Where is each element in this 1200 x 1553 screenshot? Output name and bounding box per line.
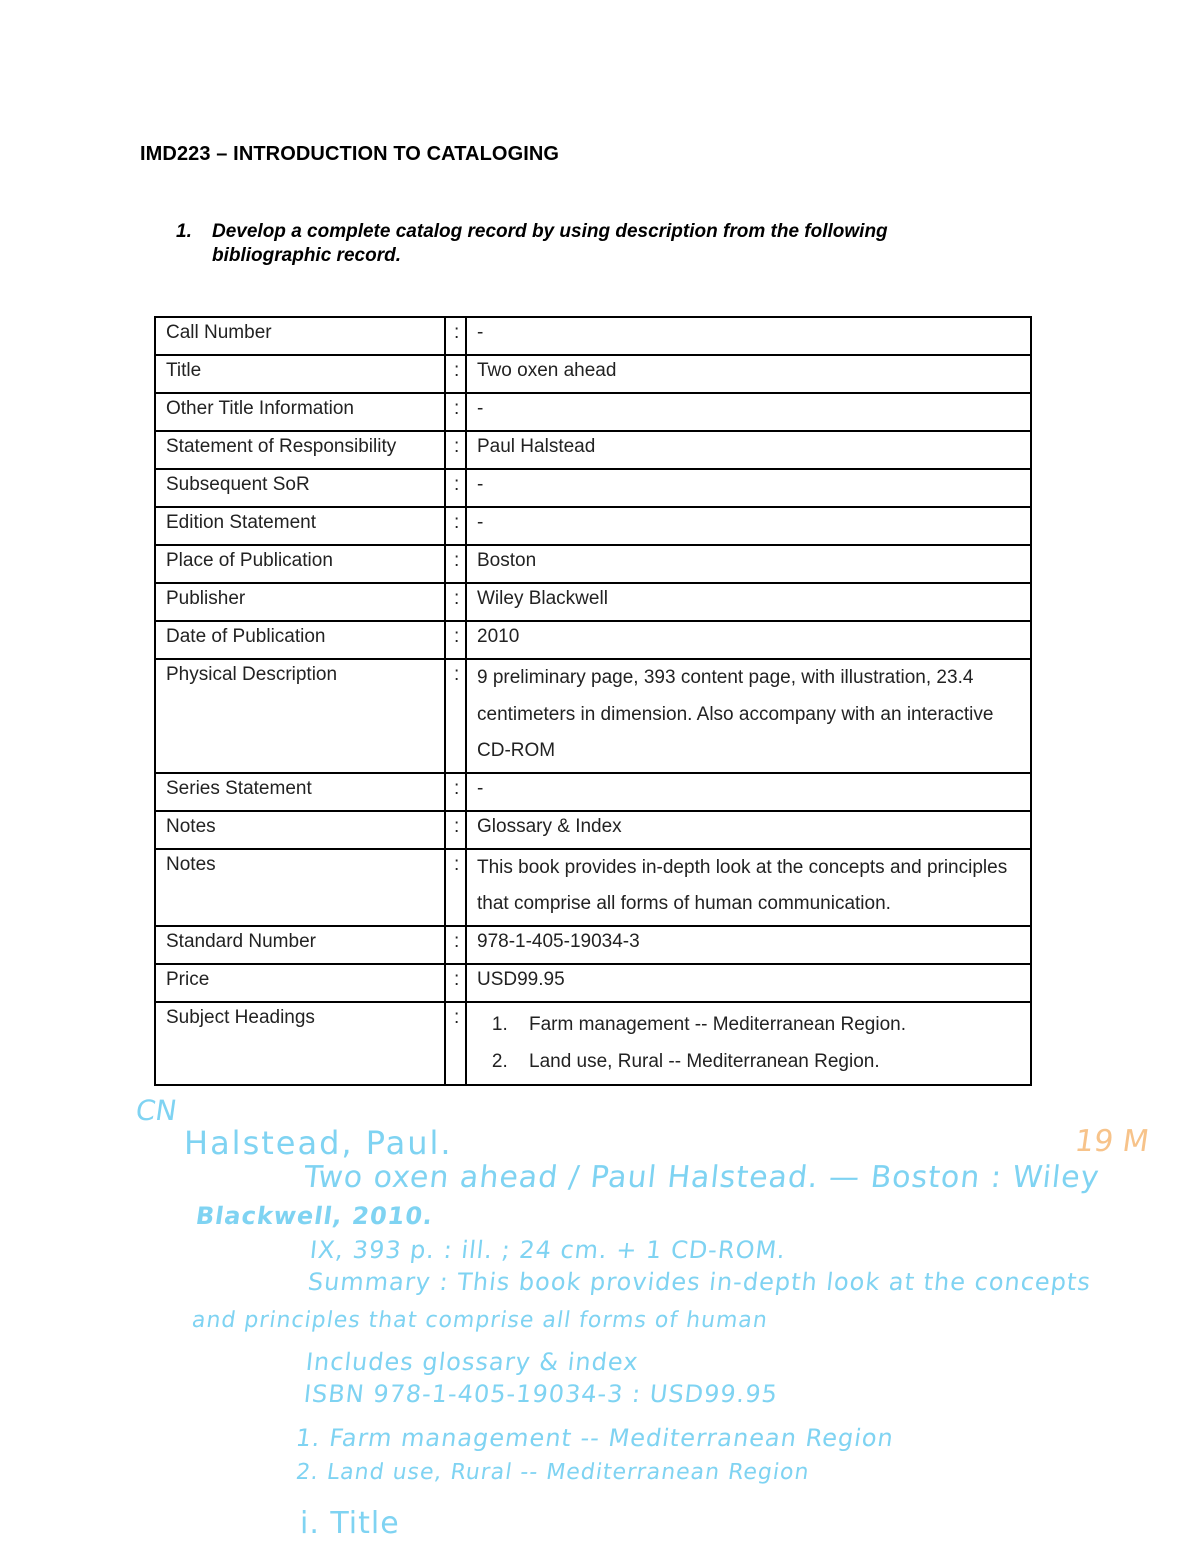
handwritten-line: Includes glossary & index <box>304 1348 640 1376</box>
field-label: Subject Headings <box>155 1002 445 1085</box>
table-row <box>155 545 1031 583</box>
handwritten-line: Blackwell, 2010. <box>194 1202 436 1230</box>
field-separator: : <box>445 583 466 621</box>
field-label: Call Number <box>155 317 445 355</box>
field-label: Physical Description <box>155 659 445 773</box>
field-separator: : <box>445 317 466 355</box>
field-value: - <box>466 773 1031 811</box>
handwritten-cn-note: CN <box>133 1094 179 1127</box>
field-label: Subsequent SoR <box>155 469 445 507</box>
table-row <box>155 355 1031 393</box>
handwritten-marks-note: 19 M <box>1072 1124 1152 1159</box>
field-label: Price <box>155 964 445 1002</box>
field-value: This book provides in-depth look at the concepts and principles that comprise all forms of human communication. <box>466 849 1031 926</box>
subject-heading-item: 2. Land use, Rural -- Mediterranean Region. <box>513 1043 1020 1080</box>
field-label: Other Title Information <box>155 393 445 431</box>
field-separator: : <box>445 811 466 849</box>
handwritten-line: Summary : This book provides in-depth look at the concepts <box>306 1268 1093 1296</box>
handwritten-line: ISBN 978-1-405-19034-3 : USD99.95 <box>302 1380 780 1408</box>
field-label: Standard Number <box>155 926 445 964</box>
field-separator: : <box>445 545 466 583</box>
handwritten-line: Two oxen ahead / Paul Halstead. — Boston : Wiley <box>302 1160 1102 1195</box>
field-value: - <box>466 317 1031 355</box>
field-value: Glossary & Index <box>466 811 1031 849</box>
field-value: - <box>466 469 1031 507</box>
field-value: 978-1-405-19034-3 <box>466 926 1031 964</box>
field-value: Two oxen ahead <box>466 355 1031 393</box>
field-label: Date of Publication <box>155 621 445 659</box>
table-row <box>155 926 1031 964</box>
field-value: Boston <box>466 545 1031 583</box>
field-separator: : <box>445 469 466 507</box>
field-label: Statement of Responsibility <box>155 431 445 469</box>
field-separator: : <box>445 621 466 659</box>
table-row <box>155 431 1031 469</box>
field-label: Place of Publication <box>155 545 445 583</box>
field-label: Notes <box>155 849 445 926</box>
field-label: Publisher <box>155 583 445 621</box>
table-row <box>155 507 1031 545</box>
field-value: 9 preliminary page, 393 content page, with illustration, 23.4 centimeters in dimension. Also accompany with an interactive CD-ROM <box>466 659 1031 773</box>
table-row <box>155 811 1031 849</box>
handwritten-line: Halstead, Paul. <box>184 1124 453 1162</box>
subject-headings-list <box>477 1006 1020 1080</box>
instruction <box>176 220 1006 268</box>
handwritten-line: 1. Farm management -- Mediterranean Region <box>294 1424 896 1452</box>
field-separator: : <box>445 507 466 545</box>
field-separator: : <box>445 355 466 393</box>
field-separator: : <box>445 773 466 811</box>
table-row <box>155 964 1031 1002</box>
table-row <box>155 317 1031 355</box>
field-value: Paul Halstead <box>466 431 1031 469</box>
field-label: Series Statement <box>155 773 445 811</box>
field-separator: : <box>445 431 466 469</box>
field-value: 2010 <box>466 621 1031 659</box>
field-separator: : <box>445 964 466 1002</box>
bibliographic-record-table <box>154 316 1032 1086</box>
field-separator: : <box>445 926 466 964</box>
table-row <box>155 849 1031 926</box>
field-label: Edition Statement <box>155 507 445 545</box>
handwritten-line: 2. Land use, Rural -- Mediterranean Region <box>294 1460 812 1485</box>
handwritten-line: IX, 393 p. : ill. ; 24 cm. + 1 CD-ROM. <box>308 1236 788 1264</box>
field-value: Wiley Blackwell <box>466 583 1031 621</box>
field-label: Title <box>155 355 445 393</box>
field-value: - <box>466 393 1031 431</box>
instruction-text: Develop a complete catalog record by using description from the following bibliographic record. <box>212 221 888 266</box>
field-separator: : <box>445 393 466 431</box>
handwritten-line: and principles that comprise all forms of human <box>190 1308 770 1333</box>
page-heading: IMD223 – INTRODUCTION TO CATALOGING <box>140 143 560 165</box>
field-separator: : <box>445 659 466 773</box>
field-value: - <box>466 507 1031 545</box>
handwritten-line: i. Title <box>300 1506 400 1541</box>
instruction-number: 1. <box>176 221 192 242</box>
table-row-subject-headings <box>155 1002 1031 1085</box>
table-row <box>155 659 1031 773</box>
field-separator: : <box>445 849 466 926</box>
field-value: USD99.95 <box>466 964 1031 1002</box>
table-row <box>155 773 1031 811</box>
table-row <box>155 469 1031 507</box>
table-row <box>155 393 1031 431</box>
table-row <box>155 583 1031 621</box>
table-row <box>155 621 1031 659</box>
subject-heading-item: 1. Farm management -- Mediterranean Region. <box>513 1006 1020 1043</box>
field-separator: : <box>445 1002 466 1085</box>
field-label: Notes <box>155 811 445 849</box>
field-value <box>466 1002 1031 1085</box>
